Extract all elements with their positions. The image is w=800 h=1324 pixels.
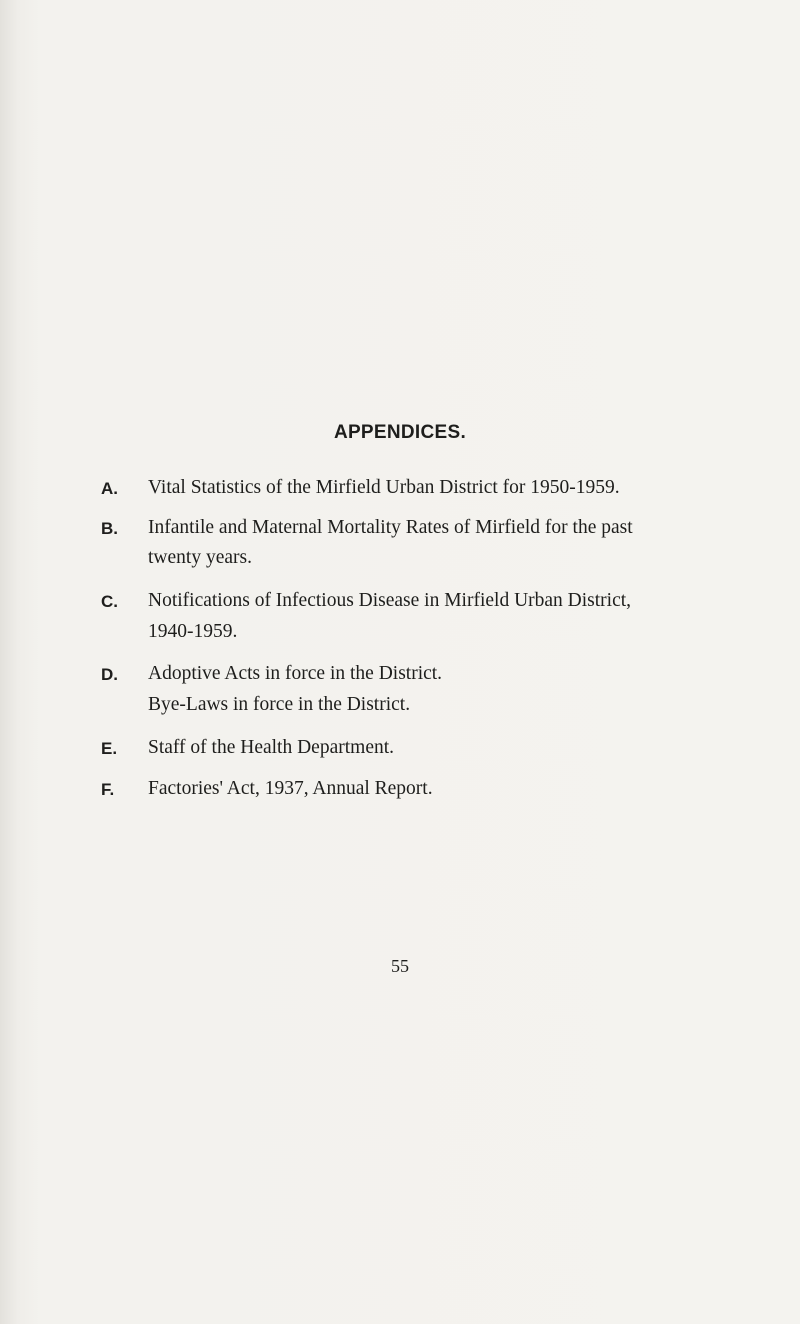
- appendix-d-line-1: Adoptive Acts in force in the District.: [148, 663, 443, 684]
- appendix-b-line-2: twenty years.: [148, 547, 252, 568]
- appendix-letter-d: D.: [101, 665, 118, 684]
- appendix-letter-a: A.: [101, 479, 118, 498]
- appendix-letter-c: C.: [101, 592, 118, 611]
- appendix-d-line-2: Bye-Laws in force in the District.: [148, 694, 411, 715]
- page-title: APPENDICES.: [333, 422, 467, 443]
- appendix-f-line-1: Factories' Act, 1937, Annual Report.: [148, 778, 433, 799]
- appendix-letter-e: E.: [101, 739, 118, 758]
- appendix-b-line-1: Infantile and Maternal Mortality Rates of Mirfield for the past: [148, 517, 633, 538]
- appendix-letter-b: B.: [101, 519, 118, 538]
- appendix-c-line-2: 1940-1959.: [148, 621, 238, 642]
- appendix-letter-f: F.: [101, 780, 115, 799]
- appendix-c-line-1: Notifications of Infectious Disease in Mirfield Urban District,: [148, 590, 632, 611]
- page-number: 55: [391, 956, 409, 976]
- appendix-e-line-1: Staff of the Health Department.: [148, 737, 395, 758]
- appendix-a-line-1: Vital Statistics of the Mirfield Urban District for 1950-1959.: [148, 477, 620, 498]
